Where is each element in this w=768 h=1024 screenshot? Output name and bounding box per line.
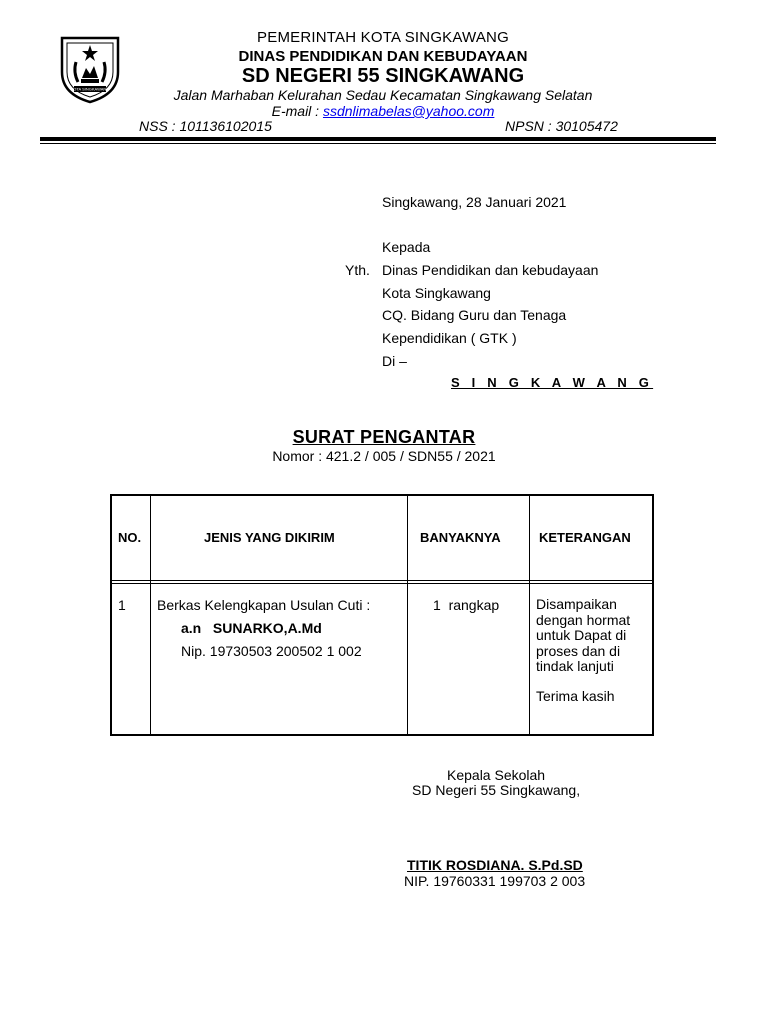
recipient-line: Kependidikan ( GTK ) [382,330,517,346]
municipal-crest-icon [56,32,124,104]
row-number: 1 [118,597,126,613]
table-border-top [110,494,654,496]
row-remarks: Disampaikan dengan hormat untuk Dapat di proses dan di tindak lanjuti [536,596,631,674]
table-header-item: JENIS YANG DIKIRIM [204,530,335,545]
recipient-city: S I N G K A W A N G [451,375,654,390]
table-header-quantity: BANYAKNYA [420,530,501,545]
table-column-divider [150,494,151,736]
document-number: Nomor : 421.2 / 005 / SDN55 / 2021 [272,448,496,464]
letterhead-nss: NSS : 101136102015 [139,118,272,134]
table-header-no: NO. [118,530,142,545]
letterhead-email-line [130,103,636,119]
table-column-divider [529,494,530,736]
table-border-bottom [110,734,654,736]
email-link[interactable]: ssdnlimabelas@yahoo.com [322,103,495,119]
recipient-line: Di – [382,353,407,369]
recipient-line: Dinas Pendidikan dan kebudayaan [382,262,599,278]
letterhead-npsn: NPSN : 30105472 [505,118,618,134]
table-header-remarks: KETERANGAN [539,530,631,545]
letterhead-divider [40,137,716,141]
recipient-line: Kota Singkawang [382,285,491,301]
recipient-kepada: Kepada [382,239,431,255]
table-header-divider [110,583,654,584]
signature-school: SD Negeri 55 Singkawang, [412,782,581,798]
row-item-name: a.n SUNARKO,A.Md [181,620,322,636]
row-remarks-closing: Terima kasih [536,688,615,704]
table-border-right [652,494,654,736]
table-border-left [110,494,112,736]
table-column-divider [407,494,408,736]
signature-name: TITIK ROSDIANA. S.Pd.SD [407,857,583,873]
row-quantity: 1 rangkap [433,597,500,613]
letterhead-department: DINAS PENDIDIKAN DAN KEBUDAYAAN [238,48,528,65]
recipient-yth: Yth. [345,262,370,278]
letterhead-divider-thin [40,143,716,144]
svg-text:KOTA SINGKAWANG: KOTA SINGKAWANG [70,86,110,92]
row-item-description: Berkas Kelengkapan Usulan Cuti : [157,597,371,613]
letterhead-government: PEMERINTAH KOTA SINGKAWANG [257,29,509,46]
document-title: SURAT PENGANTAR [292,427,476,447]
signature-title: Kepala Sekolah [447,767,546,783]
letterhead-address: Jalan Marhaban Kelurahan Sedau Kecamatan Singkawang Selatan [173,87,593,103]
email-label: E-mail : [271,103,323,119]
letterhead-school-name: SD NEGERI 55 SINGKAWANG [241,65,525,87]
signature-nip: NIP. 19760331 199703 2 003 [404,873,586,889]
table-header-divider [110,580,654,581]
recipient-line: CQ. Bidang Guru dan Tenaga [382,307,567,323]
row-item-nip: Nip. 19730503 200502 1 002 [181,643,362,659]
place-date: Singkawang, 28 Januari 2021 [382,194,567,210]
